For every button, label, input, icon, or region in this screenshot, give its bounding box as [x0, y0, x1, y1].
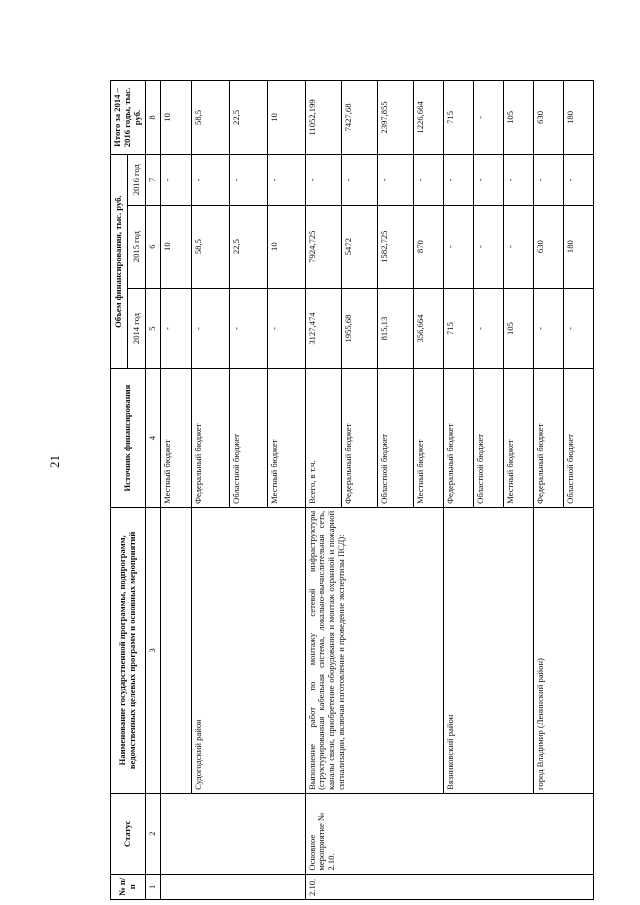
cell-2015: 10 — [160, 205, 191, 288]
cell-2016: - — [267, 154, 305, 205]
colnum-1: 1 — [145, 874, 160, 899]
table-row — [443, 81, 473, 900]
header-total: Итого за 2014 – 2016 годы, тыс. руб. — [111, 81, 146, 155]
column-number-row — [145, 81, 160, 900]
cell-2014: - — [160, 288, 191, 369]
cell-source: Местный бюджет — [503, 369, 533, 507]
cell-2016: - — [191, 154, 229, 205]
header-2014: 2014 год — [128, 288, 145, 369]
financing-table — [110, 80, 594, 900]
cell-source: Местный бюджет — [413, 369, 443, 507]
measure-number: 2.10. — [305, 874, 593, 899]
header-status: Статус — [111, 793, 146, 874]
cell-2016: - — [443, 154, 473, 205]
cell-status — [160, 793, 305, 874]
colnum-5: 5 — [145, 288, 160, 369]
cell-name — [160, 507, 191, 793]
cell-2016: - — [473, 154, 503, 205]
header-num: № п/п — [111, 874, 146, 899]
page-number: 21 — [47, 455, 62, 468]
cell-total: 10 — [267, 81, 305, 155]
cell-2014: 1955,68 — [341, 288, 377, 369]
table-row — [160, 81, 191, 900]
cell-2015: 5472 — [341, 205, 377, 288]
table-row — [533, 81, 563, 900]
cell-source: Местный бюджет — [160, 369, 191, 507]
cell-source: Областной бюджет — [473, 369, 503, 507]
district-sudogda: Судогодский район — [191, 507, 305, 793]
cell-total: 58,5 — [191, 81, 229, 155]
cell-2015: - — [503, 205, 533, 288]
cell-2015: 180 — [563, 205, 593, 288]
cell-2015: - — [443, 205, 473, 288]
colnum-2: 2 — [145, 793, 160, 874]
cell-total: 180 — [563, 81, 593, 155]
cell-source: Областной бюджет — [377, 369, 413, 507]
cell-2014: 356,664 — [413, 288, 443, 369]
cell-num — [160, 874, 305, 899]
cell-source: Областной бюджет — [563, 369, 593, 507]
rotated-table-page — [110, 80, 610, 900]
cell-total: - — [473, 81, 503, 155]
cell-source: Федеральный бюджет — [443, 369, 473, 507]
cell-source: Федеральный бюджет — [341, 369, 377, 507]
district-vladimir: город Владимир (Ленинский район) — [533, 507, 593, 793]
cell-2016: - — [160, 154, 191, 205]
colnum-4: 4 — [145, 369, 160, 507]
header-source: Источник финансирования — [111, 369, 146, 507]
cell-2015: 1582,725 — [377, 205, 413, 288]
cell-2014: - — [191, 288, 229, 369]
cell-source: Местный бюджет — [267, 369, 305, 507]
cell-2015: 22,5 — [229, 205, 267, 288]
district-vyazniki: Вязниковский район — [443, 507, 533, 793]
header-row-1 — [111, 81, 128, 900]
cell-source: Федеральный бюджет — [533, 369, 563, 507]
cell-source: Всего, в т.ч. — [305, 369, 341, 507]
cell-2016: - — [377, 154, 413, 205]
cell-2016: - — [503, 154, 533, 205]
cell-2014: - — [533, 288, 563, 369]
colnum-6: 6 — [145, 205, 160, 288]
cell-total: 22,5 — [229, 81, 267, 155]
cell-total: 10 — [160, 81, 191, 155]
cell-2014: - — [267, 288, 305, 369]
cell-2014: 715 — [443, 288, 473, 369]
cell-2014: - — [229, 288, 267, 369]
cell-2015: 7924,725 — [305, 205, 341, 288]
cell-2015: 10 — [267, 205, 305, 288]
cell-2015: 58,5 — [191, 205, 229, 288]
table-row — [191, 81, 229, 900]
cell-2014: 105 — [503, 288, 533, 369]
colnum-3: 3 — [145, 507, 160, 793]
colnum-7: 7 — [145, 154, 160, 205]
cell-2014: 3127,474 — [305, 288, 341, 369]
cell-2016: - — [341, 154, 377, 205]
cell-source: Федеральный бюджет — [191, 369, 229, 507]
header-volume: Объем финансирования, тыс. руб. — [111, 154, 128, 369]
header-2016: 2016 год — [128, 154, 145, 205]
cell-total: 2397,855 — [377, 81, 413, 155]
cell-2015: 870 — [413, 205, 443, 288]
cell-2016: - — [563, 154, 593, 205]
cell-2014: - — [563, 288, 593, 369]
cell-2016: - — [413, 154, 443, 205]
header-name: Наименование государственной программы, подпрограмм, ведомственных целевых программ и основных мероприятий — [111, 507, 146, 793]
cell-total: 630 — [533, 81, 563, 155]
cell-source: Областной бюджет — [229, 369, 267, 507]
cell-2016: - — [305, 154, 341, 205]
table-row — [305, 81, 341, 900]
cell-total: 1226,664 — [413, 81, 443, 155]
cell-2015: 630 — [533, 205, 563, 288]
cell-total: 11052,199 — [305, 81, 341, 155]
cell-2014: - — [473, 288, 503, 369]
header-2015: 2015 год — [128, 205, 145, 288]
cell-total: 715 — [443, 81, 473, 155]
cell-2016: - — [229, 154, 267, 205]
cell-2016: - — [533, 154, 563, 205]
cell-2014: 815,13 — [377, 288, 413, 369]
colnum-8: 8 — [145, 81, 160, 155]
cell-total: 7427,68 — [341, 81, 377, 155]
cell-2015: - — [473, 205, 503, 288]
measure-description: Выполнение работ по монтажу сетевой инфраструктуры (структурированная кабельная система, локально-вычислительная сеть, каналы связи, приобретение оборудования и монтаж охранной и пожарной сигнализации, включая изготовление и проведение экспертизы ПСД): — [305, 507, 443, 793]
cell-total: 105 — [503, 81, 533, 155]
measure-status: Основное мероприятие № 2.10. — [305, 793, 593, 874]
